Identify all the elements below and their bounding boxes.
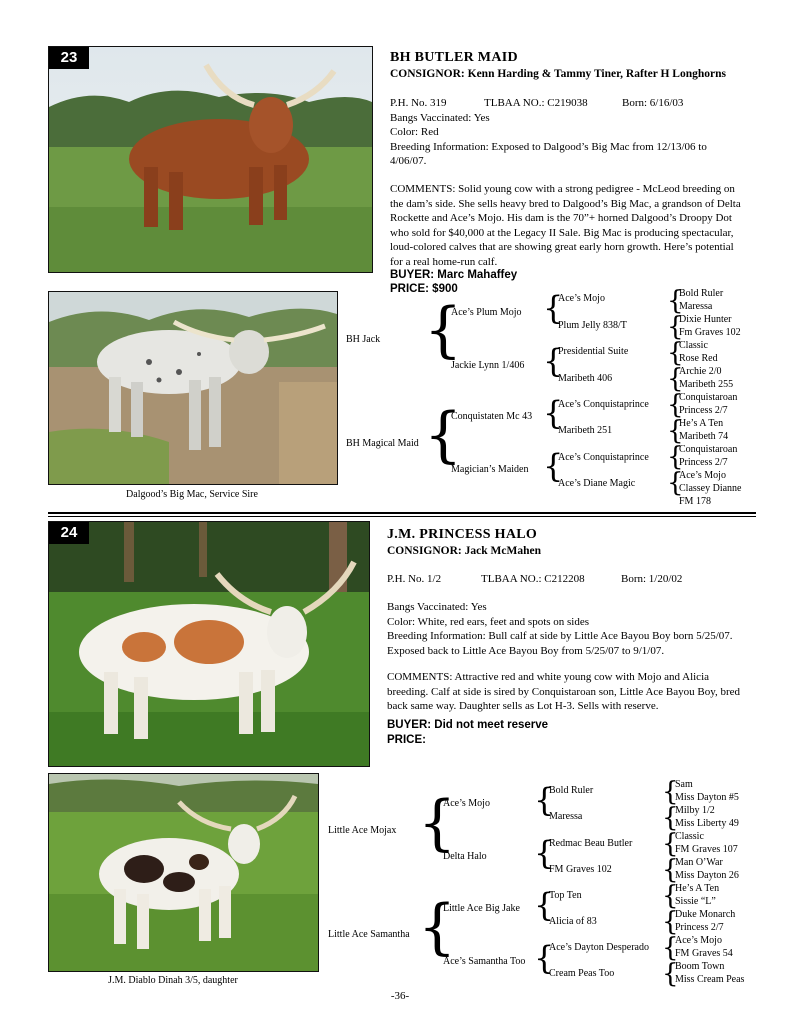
section-divider: [48, 512, 756, 514]
page-number: -36-: [390, 990, 410, 1002]
pedigree-grandparent: Ace’s Mojo: [443, 798, 490, 809]
pedigree-brace: {: [424, 400, 463, 470]
pedigree-ancestor: FM 178: [679, 496, 711, 507]
pedigree-brace: {: [534, 886, 555, 924]
lot23-comment-line: loud-colored calves that are showing great early horn growth. Here’s potential: [390, 241, 734, 253]
pedigree-brace: {: [543, 289, 564, 327]
pedigree-ancestor: Archie 2/0: [679, 366, 722, 377]
pedigree-ancestor: Bold Ruler: [679, 288, 724, 299]
pedigree-ancestor: Conquistaroan: [679, 444, 738, 455]
lot24-comment-line: breeding. Calf at side is sired by Conquistaroan son, Little Ace Bayou Boy, bred: [387, 685, 741, 698]
pedigree-brace: {: [543, 342, 564, 380]
lot24-pedigree-sire: Little Ace Mojax: [328, 825, 397, 836]
lot23-comment-line: Rockette and Ace’s Mojo. His dam is the 70”+ horned Dalgood’s Droopy Dot: [390, 212, 732, 224]
lot23-bangs: Bangs Vaccinated: Yes: [390, 111, 490, 124]
pedigree-grandparent: Conquistaten Mc 43: [451, 411, 533, 422]
pedigree-brace: {: [543, 447, 564, 485]
pedigree-brace: {: [667, 442, 684, 472]
lot24-tlbaa-no: TLBAA NO.: C212208: [481, 573, 585, 585]
pedigree-great-grandparent: Redmac Beau Butler: [549, 838, 633, 849]
section-divider: [48, 516, 756, 517]
pedigree-ancestor: Classic: [679, 340, 708, 351]
lot23-pedigree-dam: BH Magical Maid: [346, 438, 419, 449]
lot23-consignor: CONSIGNOR: Kenn Harding & Tammy Tiner, Rafter H Longhorns: [390, 68, 726, 80]
pedigree-brace: {: [667, 312, 684, 342]
lot23-born: Born: 6/16/03: [622, 97, 684, 109]
pedigree-brace: {: [662, 803, 679, 833]
lot24-price: PRICE:: [387, 734, 426, 746]
pedigree-ancestor: Princess 2/7: [679, 405, 728, 416]
pedigree-brace: {: [662, 777, 679, 807]
pedigree-brace: {: [662, 959, 679, 989]
lot23-comments: [390, 182, 762, 269]
pedigree-ancestor: Duke Monarch: [675, 909, 736, 920]
lot23-buyer: BUYER: Marc Mahaffey: [390, 269, 518, 281]
lot24-name: J.M. PRINCESS HALO: [387, 527, 538, 542]
lot24-cow-image: [49, 522, 369, 766]
lot24-daughter-photo: [48, 773, 319, 972]
lot23-breeding-line-2: 4/06/07.: [390, 155, 427, 167]
pedigree-great-grandparent: Ace’s Conquistaprince: [558, 452, 649, 463]
lot23-color: Color: Red: [390, 126, 439, 138]
lot24-photo-caption: J.M. Diablo Dinah 3/5, daughter: [108, 975, 238, 986]
lot23-comment-line: for a real home-run calf.: [390, 255, 498, 268]
lot23-tlbaa-no: TLBAA NO.: C219038: [484, 97, 588, 109]
pedigree-ancestor: Princess 2/7: [679, 457, 728, 468]
pedigree-great-grandparent: Bold Ruler: [549, 785, 594, 796]
pedigree-ancestor: Ace’s Mojo: [675, 935, 722, 946]
pedigree-grandparent: Jackie Lynn 1/406: [451, 360, 525, 371]
pedigree-great-grandparent: Ace’s Conquistaprince: [558, 399, 649, 410]
pedigree-ancestor: Maribeth 74: [679, 431, 729, 442]
pedigree-ancestor: Dixie Hunter: [679, 314, 732, 325]
lot24-color: Color: White, red ears, feet and spots on sides: [387, 615, 590, 628]
pedigree-great-grandparent: Ace’s Mojo: [558, 293, 605, 304]
pedigree-ancestor: Miss Cream Peas: [675, 974, 745, 985]
lot23-pedigree-sire: BH Jack: [346, 334, 381, 345]
lot23-cow-photo: [48, 46, 373, 273]
lot24-breeding-line-1: Breeding Information: Bull calf at side by Little Ace Bayou Boy born 5/25/07.: [387, 630, 733, 642]
pedigree-brace: {: [667, 468, 684, 498]
pedigree-grandparent: Magician’s Maiden: [451, 464, 529, 475]
pedigree-brace: {: [667, 338, 684, 368]
pedigree-brace: {: [667, 416, 684, 446]
lot24-cow-photo: [48, 521, 370, 767]
pedigree-ancestor: Fm Graves 102: [679, 327, 741, 338]
pedigree-ancestor: FM Graves 107: [675, 844, 738, 855]
pedigree-great-grandparent: Top Ten: [549, 890, 582, 901]
lot24-born: Born: 1/20/02: [621, 573, 683, 585]
pedigree-ancestor: Miss Liberty 49: [675, 818, 739, 829]
pedigree-great-grandparent: Ace’s Dayton Desperado: [549, 942, 649, 953]
pedigree-brace: {: [662, 907, 679, 937]
lot24-consignor: CONSIGNOR: Jack McMahen: [387, 545, 541, 557]
pedigree-ancestor: Miss Dayton 26: [675, 870, 739, 881]
lot23-comment-line: who sold for $40,000 at the Legacy II Sale. Big Mac is producing spectacular,: [390, 226, 734, 239]
lot24-comment-line: COMMENTS: Attractive red and white young cow with Mojo and Alicia: [387, 671, 710, 683]
pedigree-great-grandparent: Maressa: [549, 811, 583, 822]
lot24-buyer: BUYER: Did not meet reserve: [387, 719, 549, 731]
pedigree-ancestor: Sissie “L”: [675, 896, 716, 907]
lot24-comments: [387, 670, 762, 714]
pedigree-grandparent: Ace’s Samantha Too: [443, 956, 526, 967]
pedigree-great-grandparent: Alicia of 83: [549, 916, 597, 927]
pedigree-great-grandparent: Cream Peas Too: [549, 968, 615, 979]
pedigree-grandparent: Delta Halo: [443, 851, 487, 862]
pedigree-ancestor: Milby 1/2: [675, 805, 715, 816]
pedigree-brace: {: [662, 881, 679, 911]
lot24-pedigree-dam: Little Ace Samantha: [328, 929, 410, 940]
pedigree-brace: {: [534, 781, 555, 819]
pedigree-great-grandparent: Maribeth 406: [558, 373, 613, 384]
pedigree-brace: {: [667, 390, 684, 420]
pedigree-ancestor: Rose Red: [679, 353, 718, 364]
pedigree-ancestor: Maribeth 255: [679, 379, 734, 390]
pedigree-ancestor: He’s A Ten: [679, 418, 724, 429]
pedigree-ancestor: Classic: [675, 831, 704, 842]
lot23-comment-line: COMMENTS: Solid young cow with a strong pedigree - McLeod breeding on: [390, 183, 735, 195]
lot24-bangs: Bangs Vaccinated: Yes: [387, 601, 487, 613]
pedigree-brace: {: [662, 933, 679, 963]
pedigree-ancestor: Princess 2/7: [675, 922, 724, 933]
pedigree-great-grandparent: Presidential Suite: [558, 346, 629, 357]
pedigree-grandparent: Little Ace Big Jake: [443, 903, 520, 914]
pedigree-ancestor: Boom Town: [675, 961, 725, 972]
pedigree-brace: {: [534, 834, 555, 872]
pedigree-ancestor: Man O’War: [675, 857, 723, 868]
lot24-details-2: [387, 600, 762, 658]
lot23-number-badge: 23: [49, 47, 89, 69]
lot23-sire-photo: [48, 291, 338, 485]
pedigree-great-grandparent: Ace’s Diane Magic: [558, 478, 636, 489]
pedigree-brace: {: [662, 855, 679, 885]
lot24-breeding-line-2: Exposed back to Little Ace Bayou Boy from 5/25/07 to 9/1/07.: [387, 644, 665, 657]
pedigree-ancestor: Classey Dianne: [679, 483, 742, 494]
pedigree-ancestor: Miss Dayton #5: [675, 792, 739, 803]
lot23-details: [390, 96, 760, 169]
lot23-ph-no: P.H. No. 319: [390, 97, 447, 109]
pedigree-ancestor: Maressa: [679, 301, 713, 312]
lot24-comment-line: back same way. Daughter sells as Lot H-3. Sells with reserve.: [387, 700, 659, 712]
pedigree-ancestor: Conquistaroan: [679, 392, 738, 403]
pedigree-great-grandparent: Plum Jelly 838/T: [558, 320, 627, 331]
pedigree-ancestor: FM Graves 54: [675, 948, 733, 959]
pedigree-brace: {: [424, 295, 463, 365]
pedigree-ancestor: He’s A Ten: [675, 883, 720, 894]
pedigree-brace: {: [667, 286, 684, 316]
lot23-comment-line: the dam’s side. She sells heavy bred to Dalgood’s Big Mac, a grandson of Delta: [390, 197, 741, 210]
lot24-ph-no: P.H. No. 1/2: [387, 573, 442, 585]
lot23-name: BH BUTLER MAID: [390, 50, 518, 65]
pedigree-brace: {: [543, 394, 564, 432]
pedigree-brace: {: [667, 364, 684, 394]
pedigree-ancestor: Ace’s Mojo: [679, 470, 726, 481]
pedigree-brace: {: [662, 829, 679, 859]
pedigree-brace: {: [418, 892, 457, 962]
lot24-details: [387, 572, 762, 587]
lot24-number-badge: 24: [49, 522, 89, 544]
pedigree-great-grandparent: FM Graves 102: [549, 864, 612, 875]
pedigree-ancestor: Sam: [675, 779, 693, 790]
lot23-breeding-line-1: Breeding Information: Exposed to Dalgood’s Big Mac from 12/13/06 to: [390, 140, 707, 153]
lot23-sire-image: [49, 292, 337, 484]
pedigree-brace: {: [534, 939, 555, 977]
pedigree-great-grandparent: Maribeth 251: [558, 425, 613, 436]
pedigree-brace: {: [418, 788, 457, 858]
pedigree-grandparent: Ace’s Plum Mojo: [451, 307, 522, 318]
lot23-cow-image: [49, 47, 372, 272]
lot23-price: PRICE: $900: [390, 283, 458, 295]
lot24-daughter-image: [49, 774, 318, 971]
lot23-photo-caption: Dalgood’s Big Mac, Service Sire: [126, 489, 258, 500]
